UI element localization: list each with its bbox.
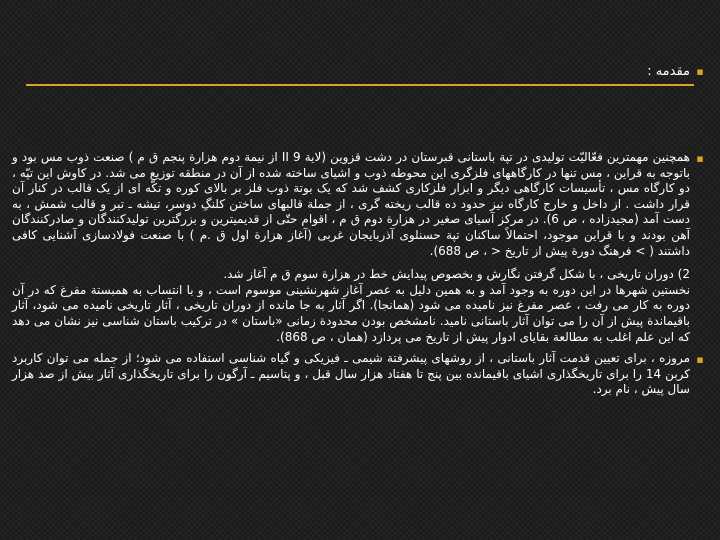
- square-bullet-icon: ▪: [696, 353, 704, 367]
- bullet-paragraph: [12, 351, 710, 398]
- paragraph-line: مروزه ، برای تعیین قدمت آثار باستانی ، از روشهای پیشرفتة شیمی ـ فیزیکی و گیاه شناسی استفاده می شود؛ از جمله می توان کاربرد کربن 14 را برای تاریخگذاری اشیای باقیمانده بین پنج تا هفتاد هزار سال قبل ، و پتاسیم ـ آرگون را برای تاریخگذاری آثار بیش از صد هزار سال پیش ، نام برد.: [12, 351, 690, 397]
- title-divider: [26, 84, 694, 86]
- slide-title-row: [10, 60, 710, 82]
- slide-body: [12, 150, 710, 398]
- paragraph-line: نخستین شهرها در این دوره به وجود آمد و به همین دلیل به عصر آغاز شهرنشینی موسوم است ، و با انتساب به همبستة مفرغ که در آن دوره به کار می رفت ، عصر مفرغ نیز نامیده می شود (همانجا). اگر آثار به جا مانده از دوران تاریخی ، آثار تاریخی نامیده می شود، آثار باقیماندة پیش از آن را می توان آثار باستانی نامید. نامشخص بودن محدودة زمانی «باستان » در ترکیب باستان شناسی نیز نشان می دهد که این علم اغلب به مطالعة بقایای ادوار پیش از تاریخ می پردازد (همان ، ص 868).: [12, 282, 690, 344]
- square-bullet-icon: ▪: [696, 64, 704, 78]
- paragraph-text: [12, 351, 690, 398]
- paragraph-line: همچنین مهمترین فعّالیّت تولیدی در تپة باستانی قبرستان در دشت قزوین (لایة 9 II از نیمة دوم هزارة پنجم ق م ) صنعت ذوب مس بود و باتوجه به قراین ، مس تنها در کارگاههای فلزگری این محوطه ذوب و اشیای ساخته شده از آن در منطقه توزیع می شد. در کاوش این تپّه ، دو کارگاه مس ، تأسیسات کارگاهی دیگر و ابزار فلزکاری کشف شد که یک بوتة ذوب فلز بر بالای کوره و تکّه ای از یک قالب در کنار آن قرار داشت . از داخل و خارج کارگاه نیز حدود ده قالب ریخته گری ، از جملة قالبهای ساختن کلنگِ دوسر، تیشه ـ تبر و قالب شمش ، به دست آمد (مجیدزاده ، ص 6). در مرکز آسیای صغیر در هزارة دوم ق م ، اقوام حتّی از قدیمیترین و بزرگترین تولیدکنندگان و صادرکنندگان آهن بودند و با قراین موجود، احتمالاً ساکنان تپة حسنلوی آذربایجان غربی (آغاز هزارة اول ق .م ) با صنعت فولادسازی آشنایی کافی داشتند ( > فرهنگ دورة پیش از تاریخ < ، ص 688).: [12, 150, 690, 258]
- paragraph-line: 2) دوران تاریخی ، با شکل گرفتن نگارش و بخصوص پیدایش خط در هزارة سوم ق م آغاز شد.: [223, 267, 690, 282]
- square-bullet-icon: ▪: [696, 152, 704, 165]
- bullet-paragraph: [12, 150, 710, 345]
- slide-title: مقدمه :: [647, 63, 690, 79]
- paragraph-text: [12, 150, 690, 345]
